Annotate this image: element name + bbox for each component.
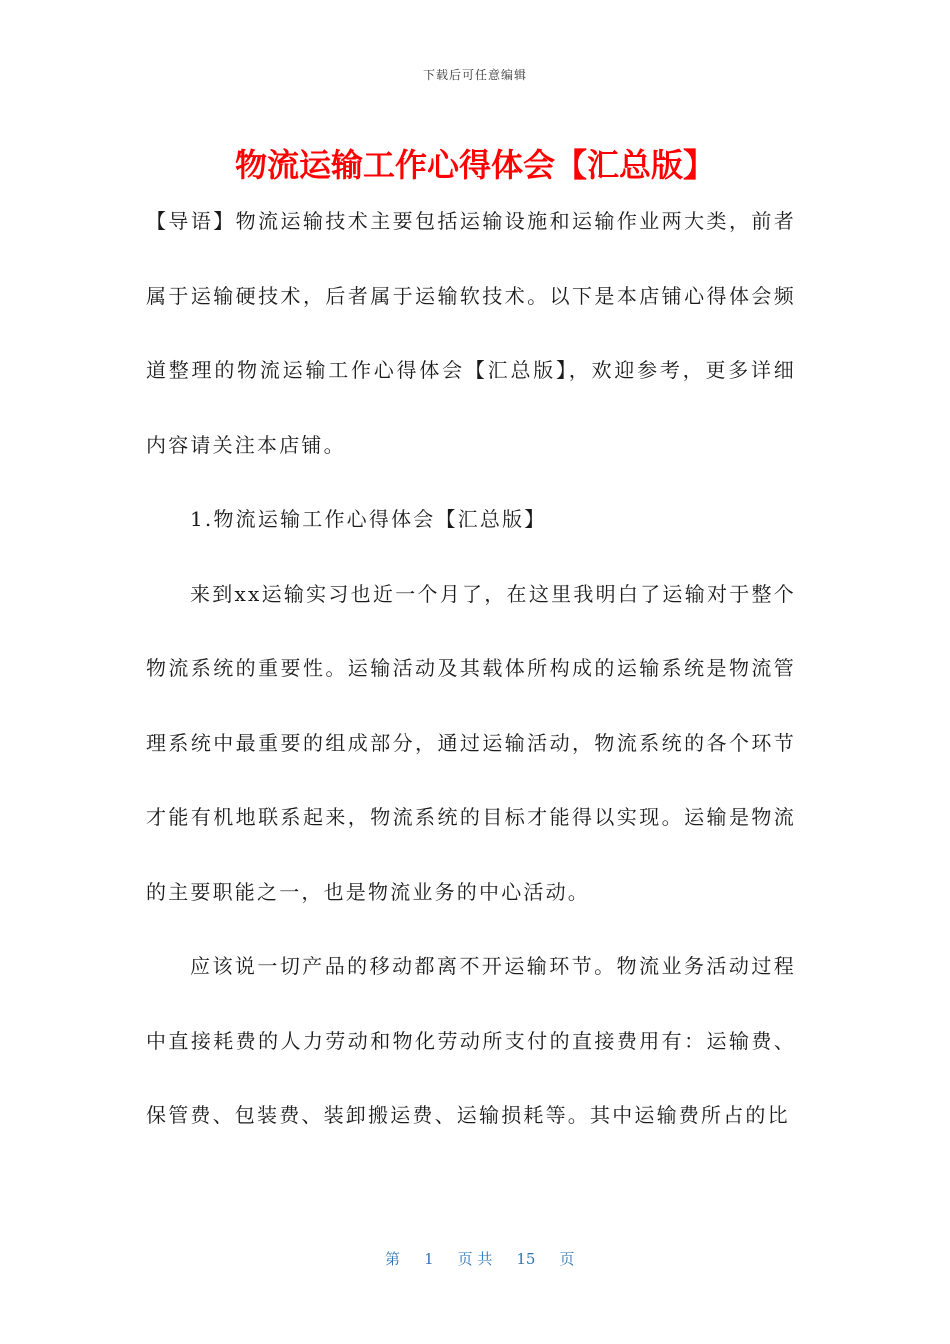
footer-page-word-end: 页	[559, 1250, 575, 1268]
page-footer	[0, 1230, 950, 1269]
footer-page-word: 第	[385, 1250, 401, 1268]
intro-paragraph: 【导语】物流运输技术主要包括运输设施和运输作业两大类，前者属于运输硬技术，后者属于运输软技术。以下是本店铺心得体会频道整理的物流运输工作心得体会【汇总版】，欢迎参考，更多详细内容请关注本店铺。	[146, 209, 796, 457]
footer-total-pages: 15	[516, 1250, 536, 1268]
body-paragraph: 应该说一切产品的移动都离不开运输环节。物流业务活动过程中直接耗费的人力劳动和物化劳动所支付的直接费用有：运输费、保管费、包装费、装卸搬运费、运输损耗等。其中运输费所占的比	[146, 954, 796, 1127]
footer-page-number: 1	[424, 1250, 434, 1268]
header-note: 下载后可任意编辑	[422, 68, 527, 82]
document-body	[146, 184, 796, 1153]
footer-page-of: 页 共	[457, 1250, 493, 1268]
body-paragraph: 来到xx运输实习也近一个月了，在这里我明白了运输对于整个物流系统的重要性。运输活动及其载体所构成的运输系统是物流管理系统中最重要的组成部分，通过运输活动，物流系统的各个环节才能有机地联系起来，物流系统的目标才能得以实现。运输是物流的主要职能之一，也是物流业务的中心活动。	[146, 581, 796, 904]
section-heading: 1.物流运输工作心得体会【汇总版】	[190, 507, 547, 531]
document-title: 物流运输工作心得体会【汇总版】	[234, 146, 715, 184]
